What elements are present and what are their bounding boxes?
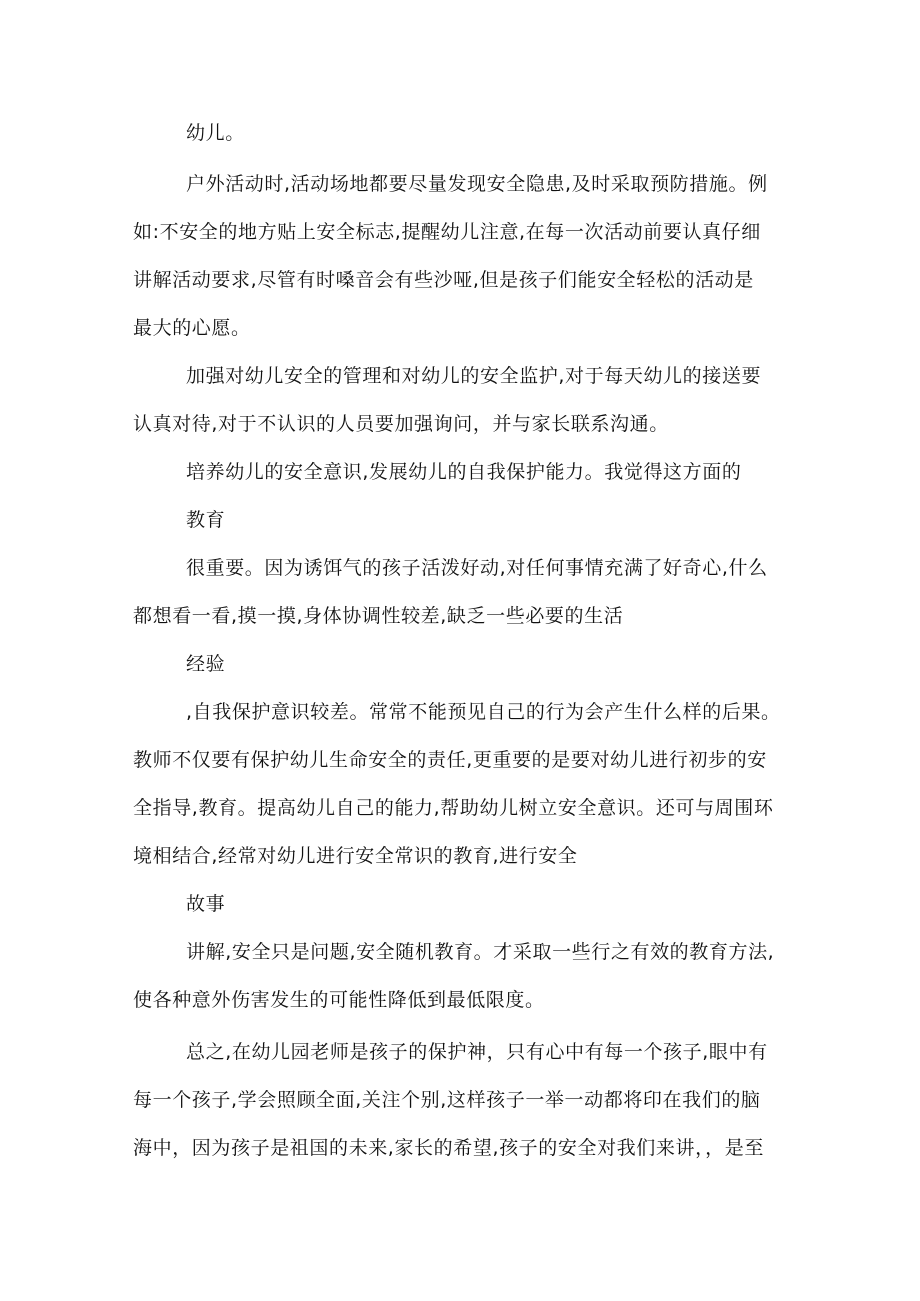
text-line: 教师不仅要有保护幼儿生命安全的责任,更重要的是要对幼儿进行初步的安 (133, 749, 767, 771)
text-line: 讲解活动要求,尽管有时嗓音会有些沙哑,但是孩子们能安全轻松的活动是 (133, 269, 754, 291)
text-line: 每一个孩子,学会照顾全面,关注个别,这样孩子一举一动都将印在我们的脑 (133, 1089, 761, 1111)
text-line: ,自我保护意识较差。常常不能预见自己的行为会产生什么样的后果。 (186, 701, 781, 723)
text-line: 认真对待,对于不认识的人员要加强询问，并与家长联系沟通。 (133, 413, 669, 435)
text-line: 教育 (186, 509, 226, 531)
text-line: 使各种意外伤害发生的可能性降低到最低限度。 (133, 989, 545, 1011)
text-line: 全指导,教育。提高幼儿自己的能力,帮助幼儿树立安全意识。还可与周围环 (133, 797, 774, 819)
text-line: 海中，因为孩子是祖国的未来,家长的希望,孩子的安全对我们来讲，，是至 (133, 1137, 764, 1159)
text-line: 户外活动时,活动场地都要尽量发现安全隐患,及时采取预防措施。例 (186, 173, 768, 195)
text-line: 讲解,安全只是问题,安全随机教育。才采取一些行之有效的教育方法, (186, 941, 775, 963)
text-line: 如:不安全的地方贴上安全标志,提醒幼儿注意,在每一次活动前要认真仔细 (133, 221, 761, 243)
text-line: 都想看一看,摸一摸,身体协调性较差,缺乏一些必要的生活 (133, 605, 624, 627)
text-line: 总之,在幼儿园老师是孩子的保护神，只有心中有每一个孩子,眼中有 (186, 1041, 768, 1063)
text-line: 加强对幼儿安全的管理和对幼儿的安全监护,对于每天幼儿的接送要 (186, 365, 762, 387)
text-line: 幼儿。 (186, 122, 245, 144)
text-line: 最大的心愿。 (133, 317, 251, 339)
text-line: 境相结合,经常对幼儿进行安全常识的教育,进行安全 (133, 845, 578, 867)
text-line: 经验 (186, 653, 226, 675)
text-line: 培养幼儿的安全意识,发展幼儿的自我保护能力。我觉得这方面的 (186, 461, 742, 483)
text-line: 故事 (186, 893, 226, 915)
text-line: 很重要。因为诱饵气的孩子活泼好动,对任何事情充满了好奇心,什么 (186, 557, 768, 579)
